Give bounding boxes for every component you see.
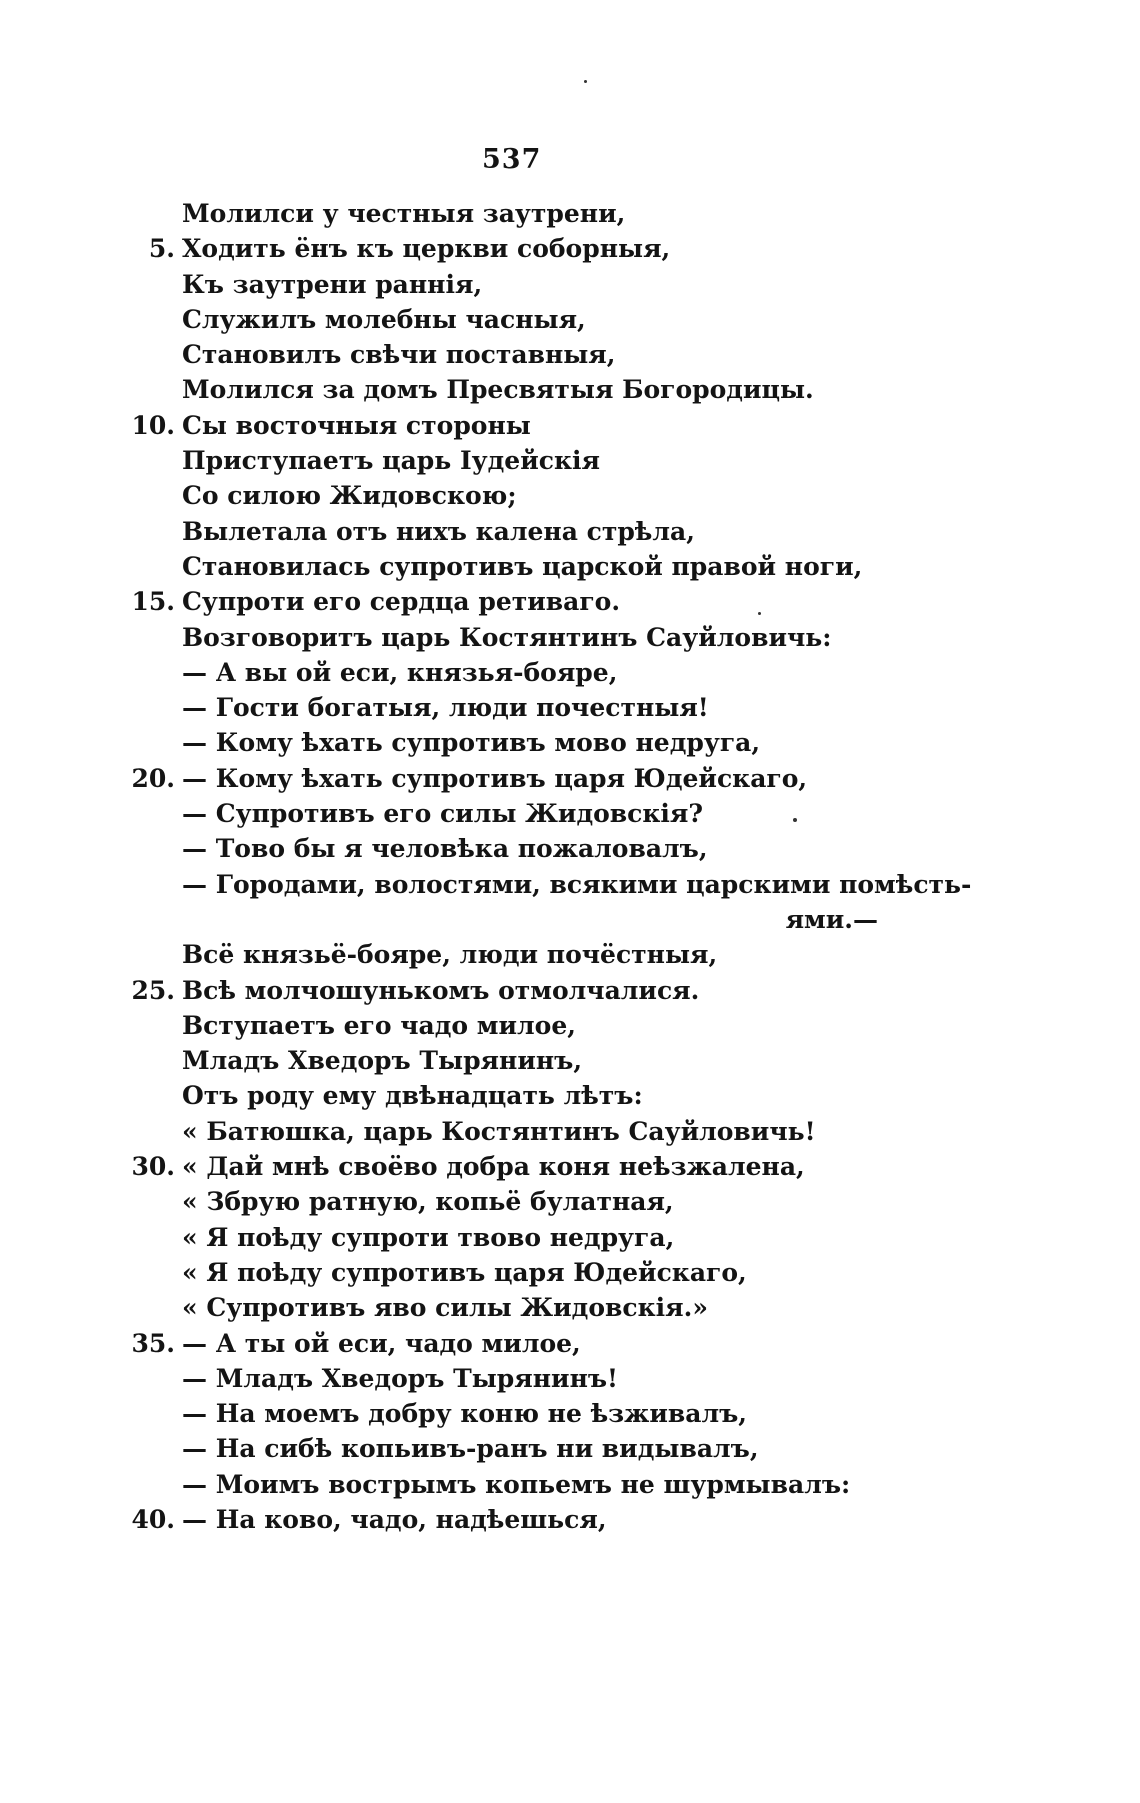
line-text: Молилси у честныя заутрени, [182,199,626,228]
poem-line [0,478,1140,513]
page-number: 537 [482,144,542,175]
line-text: — А вы ой еси, князья-бояре, [182,657,618,687]
line-text: Вылетала отъ нихъ калена стрѣла, [182,516,695,546]
poem-line [0,267,1140,302]
poem-line [0,831,1140,866]
poem-line-continuation [0,902,1140,937]
line-text: Супроти его сердца ретиваго. [182,587,621,617]
line-text: Вступаетъ его чадо милое, [182,1010,576,1040]
line-text: — На моемъ добру коню не ѣзживалъ, [182,1399,747,1429]
poem-line [0,761,1140,796]
line-text: Отъ роду ему двѣнадцать лѣтъ: [182,1081,643,1111]
line-number: 10. [131,410,175,440]
poem-line [0,867,1140,902]
line-text: Всѣ молчошунькомъ отмолчалися. [182,975,700,1005]
poem-line [0,1008,1140,1043]
poem-line [0,337,1140,372]
poem-line [0,690,1140,725]
line-text: Младъ Хведоръ Тырянинъ, [182,1046,583,1076]
poem-line [0,196,1140,231]
poem-line [0,1502,1140,1537]
poem-line [0,443,1140,478]
poem-text [0,196,1140,1537]
line-number: 15. [131,587,175,617]
poem-line [0,1078,1140,1113]
line-number: 30. [131,1152,175,1182]
poem-line [0,655,1140,690]
poem-line [0,937,1140,972]
line-text: « Я поѣду супроти твово недруга, [182,1222,675,1252]
poem-line [0,1467,1140,1502]
line-text: — А ты ой еси, чадо милое, [182,1328,581,1358]
line-number: 40. [131,1504,175,1534]
poem-line [0,1114,1140,1149]
line-text: « Супротивъ яво силы Жидовскія.» [182,1293,708,1323]
poem-line [0,1361,1140,1396]
poem-line [0,620,1140,655]
line-text: Приступаетъ царь Іудейскія [182,446,600,476]
line-text: — Тово бы я человѣка пожаловалъ, [182,834,708,864]
poem-line [0,1326,1140,1361]
line-text: — Супротивъ его силы Жидовскія? [182,799,704,829]
line-text: « Дай мнѣ своёво добра коня неѣзжалена, [182,1152,805,1182]
line-text: — Младъ Хведоръ Тырянинъ! [182,1363,619,1393]
poem-line [0,408,1140,443]
line-text: Становилъ свѣчи поставныя, [182,340,616,370]
poem-line [0,372,1140,407]
line-text: Возговоритъ царь Костянтинъ Сауйловичь: [182,622,832,652]
poem-line [0,302,1140,337]
line-text: « Я поѣду супротивъ царя Юдейскаго, [182,1257,747,1287]
print-speck [758,612,761,615]
poem-line [0,1396,1140,1431]
line-text: Служилъ молебны часныя, [182,304,586,334]
line-text: « Збрую ратную, копьё булатная, [182,1187,674,1217]
poem-line [0,1149,1140,1184]
line-text: — Моимъ вострымъ копьемъ не шурмывалъ: [182,1469,851,1499]
line-text: — Гости богатыя, люди почестныя! [182,693,709,723]
poem-line [0,584,1140,619]
poem-line [0,231,1140,266]
poem-line [0,796,1140,831]
line-text: Со силою Жидовскою; [182,481,517,511]
line-number: 20. [131,763,175,793]
line-text: Сы восточныя стороны [182,410,531,440]
line-text: Становилась супротивъ царской правой ноги, [182,551,863,581]
line-text: — Городами, волостями, всякими царскими помѣсть- [182,869,972,899]
poem-line [0,1431,1140,1466]
line-text: Ходить ёнъ къ церкви соборныя, [182,234,671,264]
line-text: ями.— [785,904,878,934]
line-text: — Кому ѣхать супротивъ мово недруга, [182,728,761,758]
poem-line [0,973,1140,1008]
print-speck [584,80,587,83]
line-text: — На сибѣ копьивъ-ранъ ни видывалъ, [182,1434,759,1464]
poem-line [0,1184,1140,1219]
line-text: Молился за домъ Пресвятыя Богородицы. [182,375,814,405]
poem-line [0,514,1140,549]
line-number: 5. [148,234,175,264]
line-text: Къ заутрени раннія, [182,269,483,299]
line-text: Всё князьё-бояре, люди почёстныя, [182,940,718,970]
poem-line [0,1290,1140,1325]
poem-line [0,1220,1140,1255]
line-text: — На ково, чадо, надѣешься, [182,1504,607,1534]
poem-line [0,549,1140,584]
print-speck [793,818,797,822]
poem-line [0,725,1140,760]
poem-line [0,1255,1140,1290]
poem-line [0,1043,1140,1078]
line-text: « Батюшка, царь Костянтинъ Сауйловичь! [182,1116,816,1146]
line-number: 25. [131,975,175,1005]
line-text: — Кому ѣхать супротивъ царя Юдейскаго, [182,763,808,793]
line-number: 35. [131,1328,175,1358]
